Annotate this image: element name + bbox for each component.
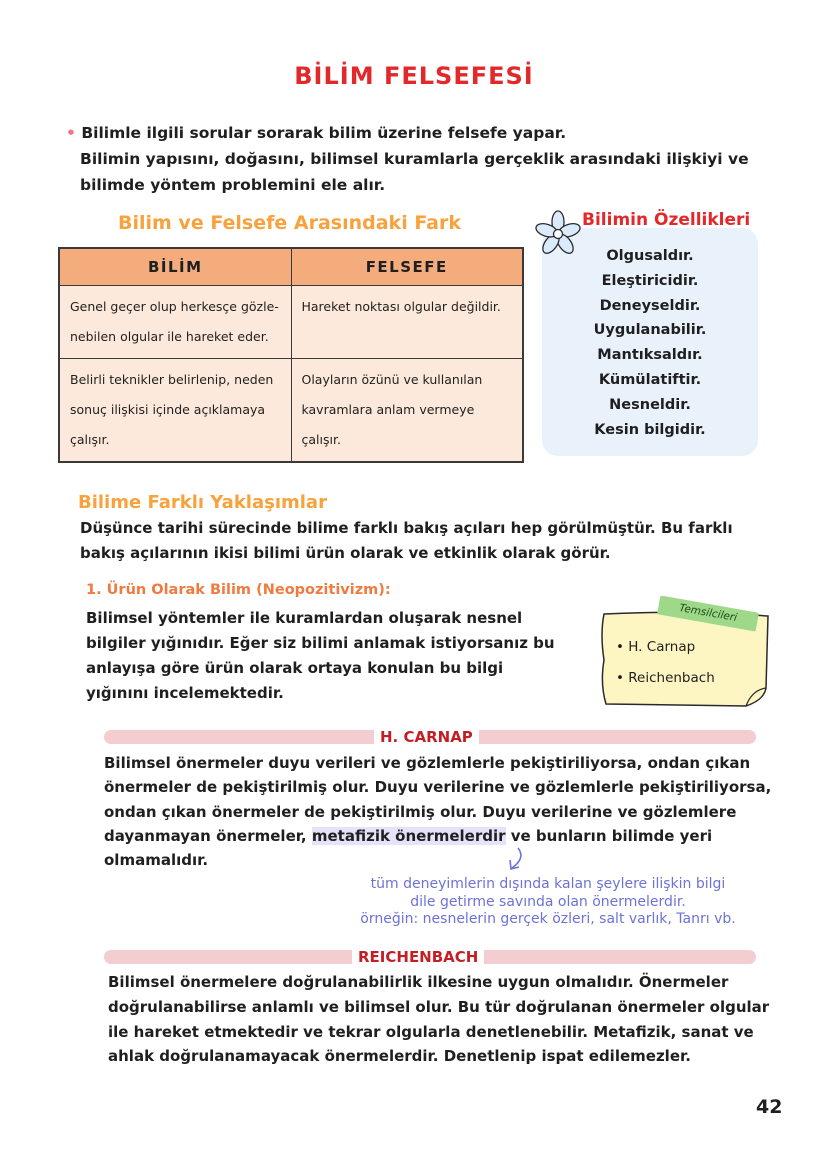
list-item: • H. Carnap [616, 632, 715, 663]
metaphysics-note [318, 876, 778, 929]
bullet-dot: • [66, 124, 76, 142]
page-title: BİLİM FELSEFESİ [294, 62, 534, 90]
list-item: Kesin bilgidir. [594, 421, 706, 438]
metaphysics-highlight: metafizik önermelerdir [311, 826, 506, 845]
carnap-text-part: ve bunların bilimde yeri olmamalıdır. [104, 826, 713, 870]
list-item: Nesneldir. [609, 396, 691, 413]
comparison-table [58, 247, 524, 463]
column-header-bilim: BİLİM [59, 248, 291, 286]
note-line: dile getirme savında olan önermelerdir. [410, 893, 686, 910]
list-item: • Reichenbach [616, 663, 715, 694]
product-science-title: 1. Ürün Olarak Bilim (Neopozitivizm): [86, 582, 391, 598]
list-item: Kümülatiftir. [598, 371, 702, 388]
list-item: Eleştiricidir. [601, 272, 699, 289]
note-line: örneğin: nesnelerin gerçek özleri, salt varlık, Tanrı vb. [360, 911, 736, 927]
approaches-text: Düşünce tarihi sürecinde bilime farklı bakış açıları hep görülmüştür. Bu farklı bakış açılarının ikisi bilimi ürün olarak ve etkinlik olarak görür. [80, 519, 733, 562]
table-row [59, 286, 523, 359]
note-line: tüm deneyimlerin dışında kalan şeylere ilişkin bilgi [370, 876, 726, 892]
carnap-text [104, 751, 774, 872]
comparison-title: Bilim ve Felsefe Arasındaki Fark [118, 212, 462, 234]
properties-list [542, 244, 758, 442]
arrow-icon [496, 846, 536, 876]
table-row [59, 359, 523, 463]
table-cell: Genel geçer olup herkesçe gözle-nebilen olgular ile hareket eder. [59, 286, 291, 359]
intro-line-2: Bilimin yapısını, doğasını, bilimsel kuramlarla gerçeklik arasındaki ilişkiyi ve bilimde yöntem problemini ele alır. [80, 150, 749, 194]
list-item: Uygulanabilir. [593, 322, 707, 339]
reichenbach-label: REICHENBACH [352, 946, 484, 968]
carnap-text-part: Bilimsel önermeler duyu verileri ve gözlemlerle pekiştiriliyorsa, ondan çıkan önermeler de pekiştirilmiş olur. Duyu verilerine ve gözlemlerle pekiştiriliyorsa, ondan çıkan önermeler de pekiştirilmiş olur. Duyu verilerine ve gözlemlere dayanmayan önermeler, [104, 754, 772, 845]
table-cell: Olayların özünü ve kullanılan kavramlara anlam vermeye çalışır. [291, 359, 523, 463]
list-item: Mantıksaldır. [597, 347, 703, 364]
carnap-label: H. CARNAP [374, 726, 479, 748]
intro-line-1: Bilimle ilgili sorular sorarak bilim üzerine felsefe yapar. [81, 124, 567, 142]
intro-paragraph [66, 120, 766, 198]
table-cell: Belirli teknikler belirlenip, neden sonuç ilişkisi içinde açıklamaya çalışır. [59, 359, 291, 463]
list-item: Olgusaldır. [606, 248, 694, 264]
reichenbach-text: Bilimsel önermelere doğrulanabilirlik ilkesine uygun olmalıdır. Önermeler doğrulanabilirse anlamlı ve bilimsel olur. Bu tür doğrulanan önermeler olgular ile hareket etmektedir ve tekrar olgularla denetlenebilir. Metafizik, sanat ve ahlak doğrulanamayacak önermelerdir. Denetlenip ispat edilemezler. [108, 973, 770, 1066]
approaches-title: Bilime Farklı Yaklaşımlar [78, 492, 327, 513]
table-cell: Hareket noktası olgular değildir. [291, 286, 523, 359]
product-science-text: Bilimsel yöntemler ile kuramlardan oluşarak nesnel bilgiler yığınıdır. Eğer siz bilimi anlamak istiyorsanız bu anlayışa göre ürün olarak ortaya konulan bu bilgi yığınını incelemektedir. [86, 609, 555, 702]
page-number: 42 [756, 1096, 783, 1118]
properties-title: Bilimin Özellikleri [582, 210, 751, 230]
list-item: Deneyseldir. [599, 297, 701, 314]
column-header-felsefe: FELSEFE [291, 248, 523, 286]
representatives-tag-label: Temsilcileri [678, 602, 738, 624]
representatives-list [616, 632, 715, 694]
